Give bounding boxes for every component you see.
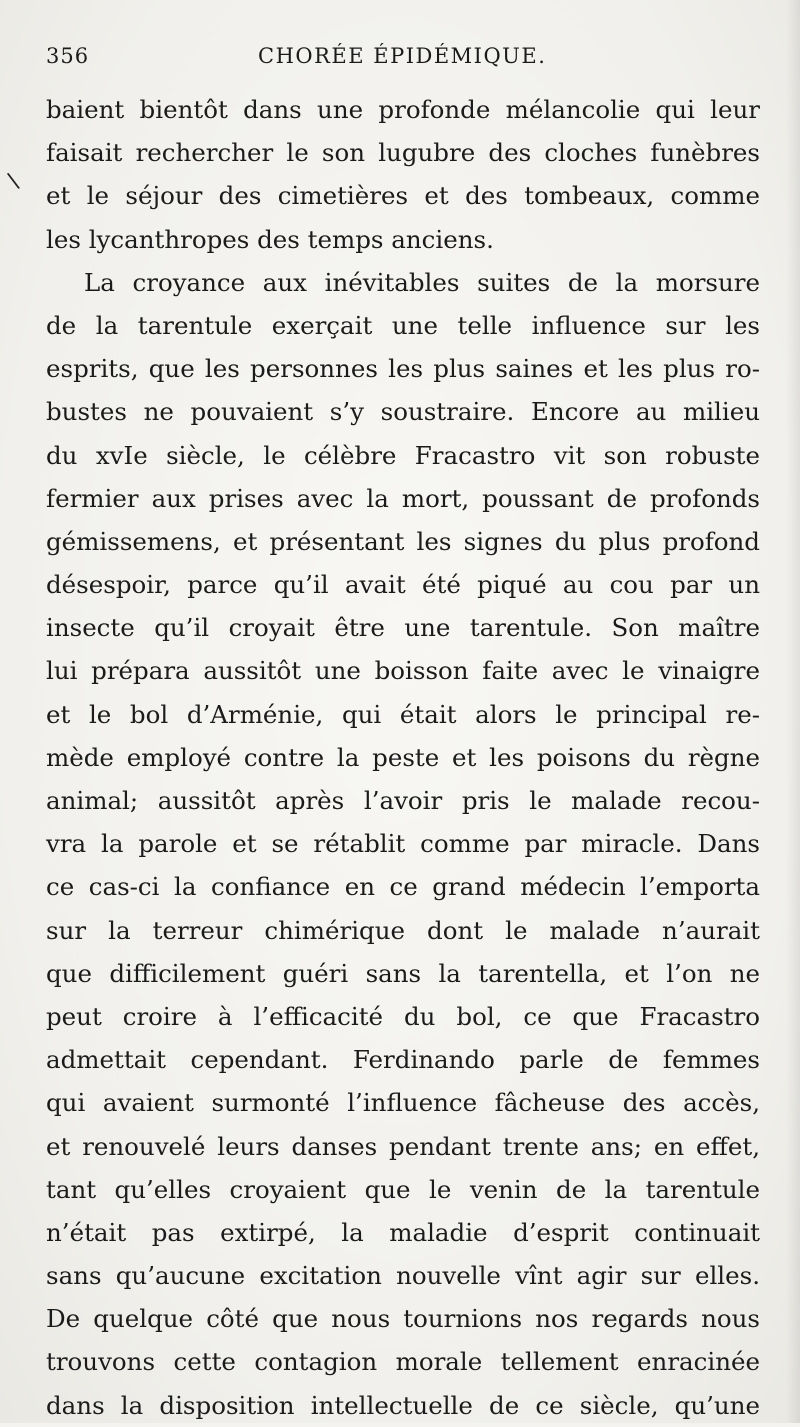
paragraph-start-line: La croyance aux inévitables suites de la morsure [84, 267, 760, 297]
page-edge-shadow [786, 0, 800, 1423]
text-line: désespoir, parce qu’il avait été piqué au cou par un [46, 570, 760, 600]
text-line: bustes ne pouvaient s’y soustraire. Encore au milieu [46, 397, 760, 427]
text-line: trouvons cette contagion morale tellement enracinée [46, 1347, 760, 1377]
text-line: fermier aux prises avec la mort, poussant de profonds [46, 483, 760, 513]
text-line: sans qu’aucune excitation nouvelle vînt agir sur elles. [46, 1261, 760, 1291]
text-line: mède employé contre la peste et les poisons du règne [46, 742, 760, 772]
text-line: lui prépara aussitôt une boisson faite avec le vinaigre [46, 656, 760, 686]
text-line: et renouvelé leurs danses pendant trente ans; en effet, [46, 1131, 760, 1161]
text-line: baient bientôt dans une profonde mélancolie qui leur [46, 95, 760, 124]
text-line: qui avaient surmonté l’influence fâcheuse des accès, [46, 1088, 760, 1118]
page-header [46, 44, 786, 78]
text-line: ce cas-ci la confiance en ce grand médecin l’emporta [46, 872, 760, 902]
body-text [46, 88, 760, 1427]
text-line: vra la parole et se rétablit comme par miracle. Dans [46, 829, 760, 859]
margin-mark-icon: ∖ [2, 168, 24, 197]
page-number: 356 [46, 44, 90, 68]
text-line: admettait cependant. Ferdinando parle de femmes [46, 1045, 760, 1075]
text-line: De quelque côté que nous tournions nos regards nous [46, 1304, 760, 1334]
text-line: insecte qu’il croyait être une tarentule. Son maître [46, 613, 760, 643]
text-line: faisait rechercher le son lugubre des cloches funèbres [46, 138, 760, 168]
running-head: CHORÉE ÉPIDÉMIQUE. [258, 44, 547, 68]
text-line: du xvIe siècle, le célèbre Fracastro vit son robuste [46, 440, 760, 470]
text-line: tant qu’elles croyaient que le venin de la tarentule [46, 1174, 760, 1204]
text-line: que difficilement guéri sans la tarentella, et l’on ne [46, 958, 760, 988]
text-line: sur la terreur chimérique dont le malade n’aurait [46, 915, 760, 945]
text-line: esprits, que les personnes les plus saines et les plus ro- [46, 354, 760, 384]
text-line: peut croire à l’efficacité du bol, ce que Fracastro [46, 1001, 760, 1031]
text-line: et le séjour des cimetières et des tombeaux, comme [46, 181, 760, 211]
text-line: gémissemens, et présentant les signes du plus profond [46, 526, 760, 556]
text-line: de la tarentule exerçait une telle influence sur les [46, 310, 760, 340]
text-line: n’était pas extirpé, la maladie d’esprit continuait [46, 1217, 760, 1247]
text-line: dans la disposition intellectuelle de ce siècle, qu’une [46, 1390, 760, 1420]
text-line: animal; aussitôt après l’avoir pris le malade recou- [46, 786, 760, 815]
text-line: les lycanthropes des temps anciens. [46, 224, 494, 254]
text-line: et le bol d’Arménie, qui était alors le principal re- [46, 699, 760, 729]
